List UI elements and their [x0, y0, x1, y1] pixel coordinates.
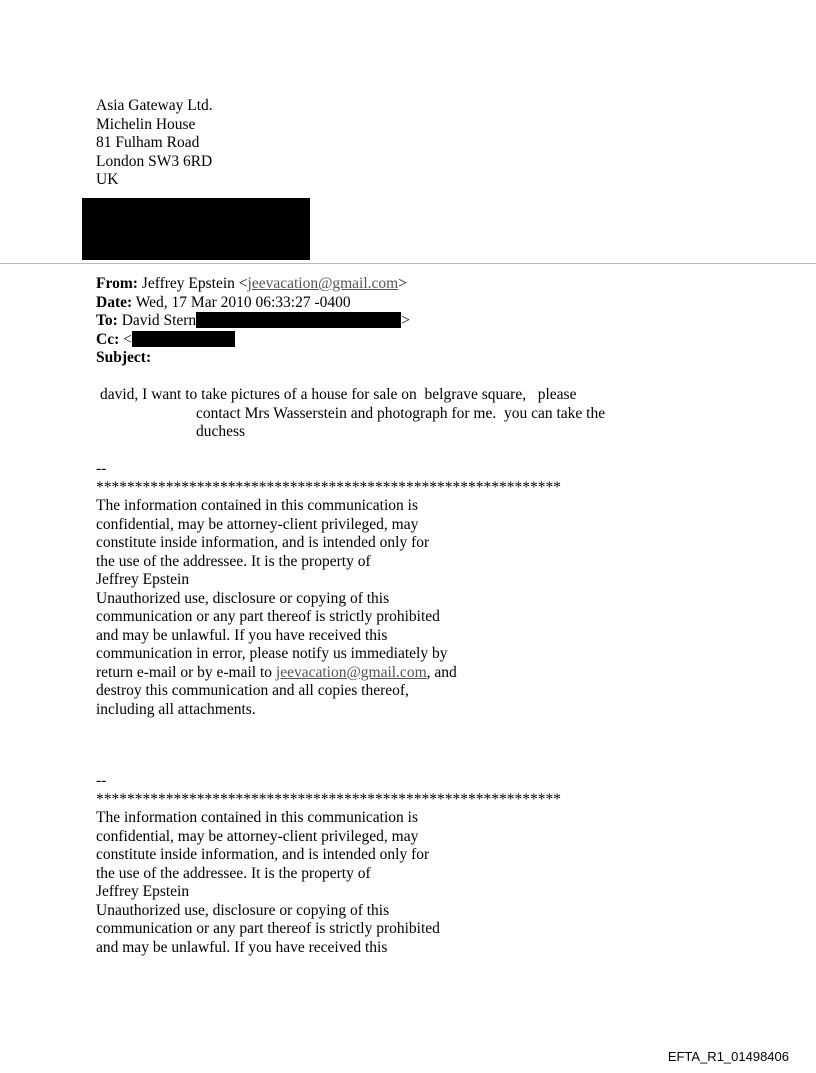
- disclaimer-line: communication in error, please notify us immediately by: [96, 645, 448, 662]
- from-email-link[interactable]: jeevacation@gmail.com: [247, 275, 399, 292]
- disclaimer-return-line: [96, 664, 561, 683]
- from-close: >: [398, 275, 407, 292]
- address-line: UK: [96, 171, 119, 188]
- disclaimer-line: confidential, may be attorney-client privileged, may: [96, 827, 419, 845]
- disclaimer-line: constitute inside information, and is intended only for: [96, 846, 430, 863]
- separator-stars: ************************************************************: [96, 790, 561, 808]
- address-line: 81 Fulham Road: [96, 134, 200, 151]
- disclaimer-block: [96, 460, 561, 719]
- disclaimer-line: Unauthorized use, disclosure or copying of this: [96, 589, 390, 607]
- return-email-link[interactable]: jeevacation@gmail.com: [275, 663, 427, 681]
- disclaimer-line: including all attachments.: [96, 700, 256, 718]
- redaction-box: [132, 331, 235, 347]
- cc-row: [96, 331, 410, 350]
- from-name: Jeffrey Epstein <: [141, 275, 248, 292]
- date-label: Date:: [96, 293, 133, 311]
- signature-dashes: --: [96, 772, 107, 789]
- disclaimer-line: and may be unlawful. If you have received this: [96, 626, 388, 644]
- sender-address-block: [96, 97, 213, 190]
- to-value: David Stern: [121, 312, 197, 329]
- cc-label: Cc:: [96, 330, 120, 348]
- date-row: [96, 294, 410, 313]
- message-body: [100, 386, 605, 442]
- message-line: duchess: [196, 423, 246, 440]
- message-line: contact Mrs Wasserstein and photograph for me. you can take the: [196, 404, 606, 422]
- disclaimer-line: the use of the addressee. It is the property of: [96, 864, 371, 882]
- email-header: [96, 275, 410, 368]
- signature-dashes: --: [96, 460, 107, 477]
- redaction-box: [196, 312, 401, 328]
- to-row: [96, 312, 410, 331]
- disclaimer-line: the use of the addressee. It is the property of: [96, 552, 371, 570]
- disclaimer-line: constitute inside information, and is intended only for: [96, 534, 430, 551]
- disclaimer-line: The information contained in this communication is: [96, 497, 418, 514]
- message-line: david, I want to take pictures of a house for sale on belgrave square, please: [100, 386, 577, 403]
- redaction-box: [82, 198, 310, 260]
- address-line: Asia Gateway Ltd.: [96, 97, 213, 114]
- disclaimer-line: confidential, may be attorney-client privileged, may: [96, 515, 419, 533]
- header-divider: [0, 263, 816, 264]
- document-id: EFTA_R1_01498406: [667, 1049, 789, 1064]
- disclaimer-line: The information contained in this communication is: [96, 809, 418, 826]
- subject-label: Subject:: [96, 349, 152, 366]
- subject-row: [96, 349, 410, 368]
- disclaimer-line: Jeffrey Epstein: [96, 571, 190, 588]
- from-label: From:: [96, 275, 138, 292]
- disclaimer-line: Unauthorized use, disclosure or copying of this: [96, 901, 390, 919]
- from-row: [96, 275, 410, 294]
- to-label: To:: [96, 312, 118, 329]
- disclaimer-block: [96, 772, 561, 957]
- disclaimer-line: communication or any part thereof is strictly prohibited: [96, 608, 440, 625]
- date-value: Wed, 17 Mar 2010 06:33:27 -0400: [135, 293, 351, 311]
- address-line: Michelin House: [96, 115, 196, 133]
- return-prefix: return e-mail or by e-mail to: [96, 663, 276, 681]
- return-suffix: , and: [426, 663, 457, 681]
- separator-stars: ************************************************************: [96, 478, 561, 496]
- cc-value: <: [123, 330, 132, 348]
- disclaimer-line: communication or any part thereof is strictly prohibited: [96, 920, 440, 937]
- address-line: London SW3 6RD: [96, 152, 213, 170]
- disclaimer-line: and may be unlawful. If you have received this: [96, 938, 388, 956]
- to-close: >: [401, 312, 410, 329]
- disclaimer-line: Jeffrey Epstein: [96, 883, 190, 900]
- disclaimer-line: destroy this communication and all copies thereof,: [96, 682, 409, 699]
